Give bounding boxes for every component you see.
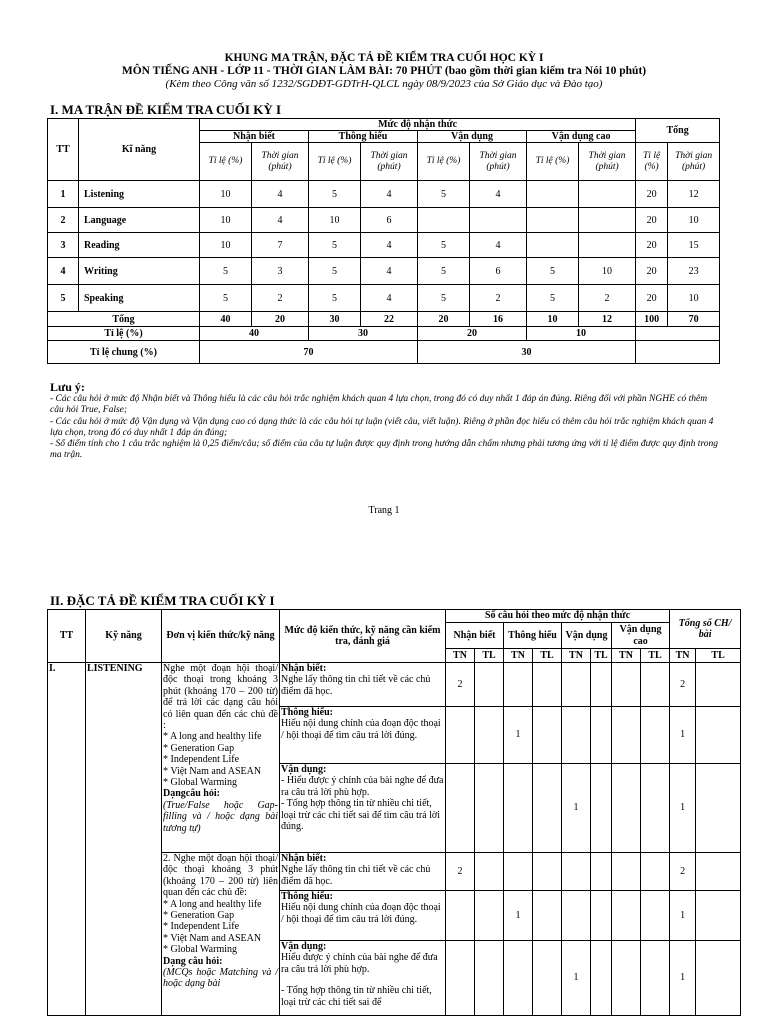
total-row: [48, 312, 720, 327]
cell: 1: [670, 941, 696, 1016]
col-level-vdc: Vận dụng cao: [612, 623, 670, 649]
cell: [641, 707, 670, 764]
cell: 5: [418, 181, 470, 208]
document-reference: (Kèm theo Công văn số 1232/SGDĐT-GDTrH-QLCL ngày 08/9/2023 của Sở Giáo dục và Đào tạo): [165, 78, 603, 90]
cell: 12: [579, 312, 636, 327]
section-1-title: I. MA TRẬN ĐỀ KIỂM TRA CUỐI KỲ I: [50, 102, 282, 117]
cell: 5: [309, 285, 361, 312]
cell: 5: [309, 181, 361, 208]
level-desc: [280, 941, 446, 1016]
col-time: Thời gian (phút): [579, 143, 636, 181]
cell: 20: [636, 181, 668, 208]
cell: 23: [668, 258, 720, 285]
cell: 5: [418, 285, 470, 312]
cell: 10: [200, 233, 252, 258]
cell: [533, 764, 562, 853]
cell: 5: [309, 233, 361, 258]
col-level-nb: Nhận biết: [200, 131, 309, 143]
topic: * Việt Nam and ASEAN: [163, 932, 262, 944]
col-level-vd: Vận dụng: [418, 131, 527, 143]
cell: [562, 853, 591, 891]
level-text: Nghe lấy thông tin chi tiết về các chủ điểm đã học.: [281, 674, 431, 697]
total-label: Tổng: [48, 312, 200, 327]
cell: [446, 941, 475, 1016]
row-skill: Writing: [79, 258, 200, 285]
cell: [641, 663, 670, 707]
cell: [533, 853, 562, 891]
general-label: Tỉ lệ chung (%): [48, 341, 200, 364]
note-line: - Các câu hỏi ở mức độ Vận dụng và Vận dụng cao có dạng thức là các câu hỏi tự luận (viết câu, viết luận). Riêng ở phần đọc hiểu có thêm câu hỏi trắc nghiệm khách quan 4 lựa chọn, trong đó có duy nhất 1 đáp án đúng;: [50, 416, 714, 438]
cell: 20: [636, 258, 668, 285]
level-title: Nhận biết:: [281, 853, 327, 864]
cell: [475, 663, 504, 707]
notes-title: Lưu ý:: [50, 380, 85, 394]
cell: [446, 891, 475, 941]
cell: [504, 941, 533, 1016]
cell: 100: [636, 312, 668, 327]
row-skill: Listening: [79, 181, 200, 208]
unit-1: [162, 663, 280, 853]
cell: 5: [527, 258, 579, 285]
cell: 4: [470, 181, 527, 208]
cell: [562, 663, 591, 707]
level-text: - Tổng hợp thông tin từ nhiều chi tiết, loại trừ các chi tiết sai để tìm câu trả lời đúng.: [281, 798, 440, 833]
spec-table: [47, 609, 741, 1016]
cell: 10: [309, 208, 361, 233]
cell: [591, 707, 612, 764]
cell: 6: [361, 208, 418, 233]
cell: 2: [446, 853, 475, 891]
cell: [475, 941, 504, 1016]
topic: * Independent Life: [163, 921, 240, 933]
topic: * Global Warming: [163, 777, 237, 789]
cell: 5: [418, 233, 470, 258]
table-row: [48, 181, 720, 208]
col-level-nb: Nhận biết: [446, 623, 504, 649]
cell: 10: [579, 258, 636, 285]
cell: [475, 853, 504, 891]
cell: 4: [470, 233, 527, 258]
row-tt: 2: [48, 208, 79, 233]
cell: [562, 707, 591, 764]
cell: [641, 941, 670, 1016]
level-text: - Tổng hợp thông tin từ nhiều chi tiết, loại trừ các chi tiết sai để: [281, 985, 432, 1008]
level-desc: [280, 891, 446, 941]
cell: [504, 663, 533, 707]
cell: 1: [504, 891, 533, 941]
cell: [533, 663, 562, 707]
col-total-ratio: Tỉ lệ (%): [636, 143, 668, 181]
table-row: [48, 208, 720, 233]
cell: [475, 707, 504, 764]
col-tl: TL: [533, 649, 562, 663]
cell: [641, 853, 670, 891]
col-tn: TN: [670, 649, 696, 663]
cell: 1: [670, 707, 696, 764]
col-tl: TL: [475, 649, 504, 663]
row-tt: I.: [48, 663, 86, 1016]
cell: 2: [446, 663, 475, 707]
cell: 20: [418, 327, 527, 341]
cell: 30: [309, 312, 361, 327]
cell: [696, 853, 741, 891]
col-level-desc: Mức độ kiến thức, kỹ năng cần kiểm tra, đánh giá: [280, 610, 446, 663]
cell: [562, 891, 591, 941]
matrix-table: [47, 118, 720, 364]
cell: 1: [504, 707, 533, 764]
row-skill: Language: [79, 208, 200, 233]
col-level: Mức độ nhận thức: [200, 119, 636, 131]
cell: 22: [361, 312, 418, 327]
row-skill: Reading: [79, 233, 200, 258]
cell: 70: [200, 341, 418, 364]
cell: 30: [309, 327, 418, 341]
cell: 10: [200, 208, 252, 233]
cell: 10: [668, 285, 720, 312]
cell: 10: [527, 312, 579, 327]
cell: 4: [252, 208, 309, 233]
cell: [504, 853, 533, 891]
cell: [612, 663, 641, 707]
cell: [527, 233, 579, 258]
row-tt: 5: [48, 285, 79, 312]
cell: 1: [562, 764, 591, 853]
row-tt: 3: [48, 233, 79, 258]
cell: 40: [200, 327, 309, 341]
cell-empty: [636, 327, 720, 341]
col-count: Số câu hỏi theo mức độ nhận thức: [446, 610, 670, 623]
level-text: Hiểu nội dung chính của đoạn độc thoại / hội thoại để tìm câu trả lời đúng.: [281, 902, 441, 925]
topic: * A long and healthy life: [163, 898, 262, 910]
level-text: Nghe lấy thông tin chi tiết về các chủ điểm đã học.: [281, 864, 431, 887]
col-tl: TL: [641, 649, 670, 663]
cell: [696, 707, 741, 764]
col-unit: Đơn vị kiến thức/kỹ năng: [162, 610, 280, 663]
col-level-th: Thông hiểu: [504, 623, 562, 649]
page-number: Trang 1: [368, 505, 400, 516]
cell: [533, 707, 562, 764]
row-tt: 4: [48, 258, 79, 285]
cell: [612, 707, 641, 764]
cell: [527, 208, 579, 233]
level-desc: [280, 853, 446, 891]
cell: 2: [670, 853, 696, 891]
level-text: Hiểu được ý chính của bài nghe để đưa ra câu trả lời phù hợp.: [281, 952, 438, 975]
document-subtitle: MÔN TIẾNG ANH - LỚP 11 - THỜI GIAN LÀM BÀI: 70 PHÚT (bao gồm thời gian kiểm tra Nói 10 phút): [121, 65, 647, 77]
notes: [50, 380, 722, 462]
level-desc: [280, 764, 446, 853]
table-row: [48, 233, 720, 258]
topic: * A long and healthy life: [163, 731, 262, 743]
note-line: - Số điểm tính cho 1 câu trắc nghiệm là 0,25 điểm/câu; số điểm của câu tự luận được quy định trong hướng dẫn chấm nhưng phải tương ứng với tỉ lệ điểm được quy định trong ma trận.: [50, 439, 719, 461]
col-tl: TL: [696, 649, 741, 663]
cell: 5: [309, 258, 361, 285]
cell: 2: [470, 285, 527, 312]
cell: 10: [527, 327, 636, 341]
cell: [446, 764, 475, 853]
cell: [504, 764, 533, 853]
cell: 7: [252, 233, 309, 258]
cell: 20: [636, 208, 668, 233]
table-row: [48, 258, 720, 285]
col-time: Thời gian (phút): [361, 143, 418, 181]
cell: [641, 764, 670, 853]
cell: 4: [361, 258, 418, 285]
cell: 30: [418, 341, 636, 364]
level-title: Thông hiểu:: [281, 891, 333, 902]
cell: [612, 764, 641, 853]
col-level-vdc: Vận dụng cao: [527, 131, 636, 143]
cell: 6: [470, 258, 527, 285]
col-ratio: Tỉ lệ (%): [309, 143, 361, 181]
cell: [591, 941, 612, 1016]
cell: [579, 233, 636, 258]
col-time: Thời gian (phút): [252, 143, 309, 181]
col-tl: TL: [591, 649, 612, 663]
cell: 4: [361, 233, 418, 258]
level-title: Thông hiểu:: [281, 707, 333, 718]
col-tn: TN: [562, 649, 591, 663]
topic: * Independent Life: [163, 754, 240, 766]
cell: 10: [668, 208, 720, 233]
question-type: (True/False hoặc Gap-filling và / hoặc dạng bài tương tự): [163, 799, 278, 834]
section-2-title: II. ĐẶC TẢ ĐỀ KIỂM TRA CUỐI KỲ I: [50, 593, 275, 608]
cell: [533, 891, 562, 941]
cell: [591, 764, 612, 853]
col-level-th: Thông hiểu: [309, 131, 418, 143]
level-text: Hiểu nội dung chính của đoạn độc thoại / hội thoại để tìm câu trả lời đúng.: [281, 718, 441, 741]
unit-1-desc: Nghe một đoạn hội thoại/ độc thoại trong khoảng 3 phút (khoảng 170 – 200 từ) để trả lời các dạng câu hỏi có liên quan đến các chủ đề :: [163, 663, 278, 732]
cell: 15: [668, 233, 720, 258]
cell: [612, 853, 641, 891]
col-ratio: Tỉ lệ (%): [418, 143, 470, 181]
cell: [696, 891, 741, 941]
col-ratio: Tỉ lệ (%): [200, 143, 252, 181]
cell: [696, 764, 741, 853]
cell: 3: [252, 258, 309, 285]
col-tt: TT: [48, 119, 79, 181]
cell: 4: [252, 181, 309, 208]
col-total: Tổng số CH/ bài: [670, 610, 741, 649]
cell: 4: [361, 181, 418, 208]
col-tt: TT: [48, 610, 86, 663]
cell: [533, 941, 562, 1016]
row-skill: LISTENING: [86, 663, 162, 1016]
cell: [475, 891, 504, 941]
topic: * Generation Gap: [163, 742, 235, 754]
cell: 5: [527, 285, 579, 312]
cell: [696, 941, 741, 1016]
topic: * Global Warming: [163, 944, 237, 956]
general-row: [48, 341, 720, 364]
level-title: Nhận biết:: [281, 663, 327, 674]
level-desc: [280, 663, 446, 707]
col-tn: TN: [504, 649, 533, 663]
cell: [591, 853, 612, 891]
cell: 2: [579, 285, 636, 312]
col-level-vd: Vận dụng: [562, 623, 612, 649]
cell: 5: [200, 258, 252, 285]
row-skill: Speaking: [79, 285, 200, 312]
level-desc: [280, 707, 446, 764]
level-title: Vận dụng:: [281, 764, 327, 775]
ratio-row: [48, 327, 720, 341]
cell: 1: [562, 941, 591, 1016]
col-ratio: Tỉ lệ (%): [527, 143, 579, 181]
col-time: Thời gian (phút): [470, 143, 527, 181]
col-tn: TN: [446, 649, 475, 663]
cell: 5: [200, 285, 252, 312]
cell: 1: [670, 891, 696, 941]
topic: * Việt Nam and ASEAN: [163, 765, 262, 777]
cell: [696, 663, 741, 707]
cell: 16: [470, 312, 527, 327]
cell: [470, 208, 527, 233]
cell: 20: [252, 312, 309, 327]
unit-2: [162, 853, 280, 1016]
cell: 20: [636, 233, 668, 258]
cell: [612, 941, 641, 1016]
cell: 70: [668, 312, 720, 327]
note-line: - Các câu hỏi ở mức độ Nhận biết và Thông hiểu là các câu hỏi trắc nghiệm khách quan 4 lựa chọn, trong đó có duy nhất 1 đáp án đúng. Riêng đối với phần NGHE có thêm câu hỏi True, False;: [50, 394, 708, 416]
cell: [418, 208, 470, 233]
col-skill: Kỹ năng: [86, 610, 162, 663]
cell: 4: [361, 285, 418, 312]
ratio-label: Tỉ lệ (%): [48, 327, 200, 341]
cell: 2: [670, 663, 696, 707]
col-tn: TN: [612, 649, 641, 663]
cell: [591, 663, 612, 707]
col-total-time: Thời gian (phút): [668, 143, 720, 181]
level-text: - Hiểu được ý chính của bài nghe để đưa ra câu trả lời phù hợp.: [281, 775, 444, 798]
question-type-label: Dạng câu hỏi:: [163, 955, 223, 967]
unit-2-desc: 2. Nghe một đoạn hội thoại/ độc thoại khoảng 3 phút (khoảng 170 – 200 từ) liên quan đến các chủ đề:: [163, 853, 278, 899]
cell: 5: [418, 258, 470, 285]
document-title: KHUNG MA TRẬN, ĐẶC TẢ ĐỀ KIỂM TRA CUỐI HỌC KỲ I: [224, 52, 544, 64]
table-row: [48, 663, 741, 707]
cell: 1: [670, 764, 696, 853]
question-type-label: Dạngcâu hỏi:: [163, 788, 220, 800]
cell: [475, 764, 504, 853]
cell: 2: [252, 285, 309, 312]
question-type: (MCQs hoặc Matching và / hoặc dạng bài: [163, 967, 278, 990]
cell: [591, 891, 612, 941]
cell: 20: [636, 285, 668, 312]
cell: [641, 891, 670, 941]
cell: [527, 181, 579, 208]
cell: 20: [418, 312, 470, 327]
topic: * Generation Gap: [163, 910, 235, 922]
cell: [579, 208, 636, 233]
cell-empty: [636, 341, 720, 364]
cell: [446, 707, 475, 764]
level-title: Vận dụng:: [281, 941, 327, 952]
cell: 12: [668, 181, 720, 208]
col-skill: Kĩ năng: [79, 119, 200, 181]
cell: [579, 181, 636, 208]
cell: 10: [200, 181, 252, 208]
col-total: Tổng: [636, 119, 720, 143]
cell: [612, 891, 641, 941]
table-row: [48, 285, 720, 312]
cell: 40: [200, 312, 252, 327]
row-tt: 1: [48, 181, 79, 208]
